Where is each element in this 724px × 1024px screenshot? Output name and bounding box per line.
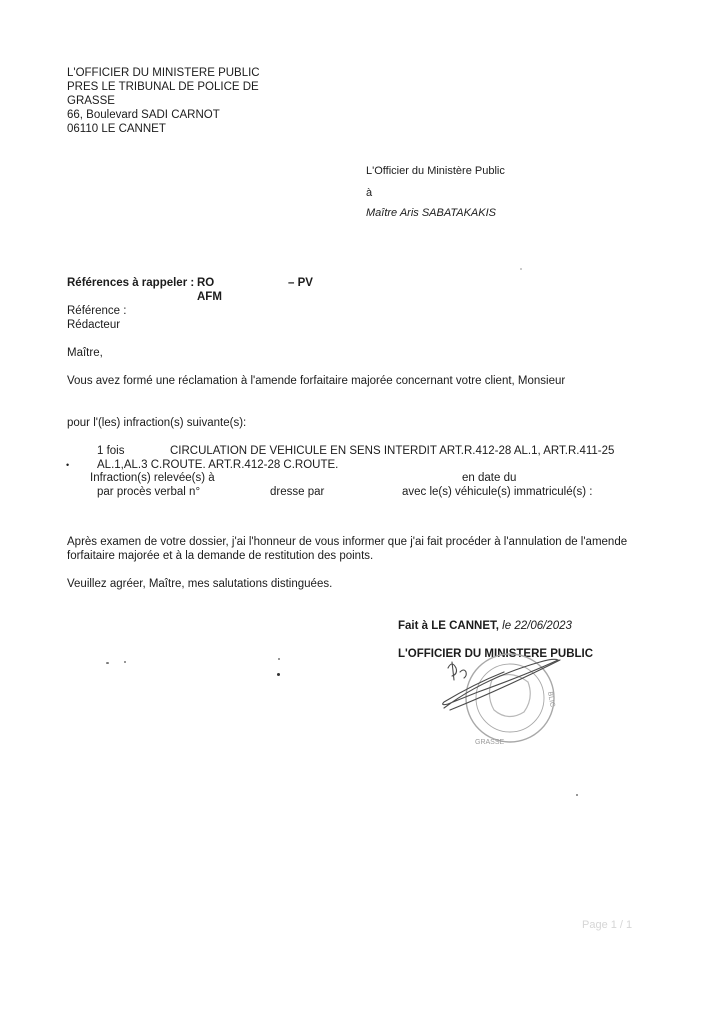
- recipient-name: Maître Aris SABATAKAKIS: [366, 207, 496, 219]
- scan-speck: [124, 661, 126, 663]
- sender-line: 06110 LE CANNET: [67, 123, 166, 135]
- recipient-to-word: à: [366, 187, 373, 199]
- sender-line: L'OFFICIER DU MINISTERE PUBLIC: [67, 67, 260, 79]
- stamp-text: GRASSE: [475, 739, 505, 746]
- intro-paragraph: Vous avez formé une réclamation à l'amende forfaitaire majorée concernant votre client, Monsieur: [67, 375, 566, 387]
- redacteur-label: Rédacteur: [67, 319, 121, 331]
- salutation: Maître,: [67, 347, 103, 359]
- page-number: Page 1 / 1: [582, 919, 633, 931]
- signature-title: L'OFFICIER DU MINISTERE PUBLIC: [398, 648, 594, 660]
- reference-pv: – PV: [288, 277, 313, 289]
- reference-label: Référence :: [67, 305, 127, 317]
- handwritten-signature: [436, 652, 596, 722]
- signature-place-date: [398, 619, 572, 633]
- references-label: Références à rappeler :: [67, 277, 195, 289]
- en-date-du-label: en date du: [462, 472, 517, 484]
- dresse-par-label: dresse par: [270, 486, 325, 498]
- scan-speck: [576, 794, 578, 796]
- closing-formula: Veuillez agréer, Maître, mes salutations distinguées.: [67, 578, 333, 590]
- scan-speck: [277, 673, 280, 676]
- scan-speck: [520, 268, 522, 270]
- decision-paragraph-line: forfaitaire majorée et à la demande de restitution des points.: [67, 550, 374, 562]
- infraction-description-cont: AL.1,AL.3 C.ROUTE. ART.R.412-28 C.ROUTE.: [97, 459, 339, 471]
- infraction-count: 1 fois: [97, 445, 125, 457]
- reference-ro: RO: [197, 277, 215, 289]
- bullet: •: [66, 460, 70, 470]
- scan-speck: [278, 658, 280, 660]
- sender-address: [67, 66, 260, 136]
- vehicule-label: avec le(s) véhicule(s) immatriculé(s) :: [402, 486, 593, 498]
- scan-speck: [106, 662, 109, 664]
- sender-line: PRES LE TRIBUNAL DE POLICE DE: [67, 81, 259, 93]
- sender-line: 66, Boulevard SADI CARNOT: [67, 109, 220, 121]
- decision-paragraph-line: Après examen de votre dossier, j'ai l'honneur de vous informer que j'ai fait procéder à l'annulation de l'amende: [67, 536, 628, 548]
- proces-verbal-label: par procès verbal n°: [97, 486, 201, 498]
- infraction-releve-label: Infraction(s) relevée(s) à: [90, 472, 215, 484]
- signature-place: Fait à LE CANNET,: [398, 620, 499, 632]
- recipient-from: L'Officier du Ministère Public: [366, 165, 505, 177]
- svg-text:BLIC: BLIC: [546, 691, 556, 708]
- signature-date-prefix: le: [502, 620, 512, 632]
- infraction-description: CIRCULATION DE VEHICULE EN SENS INTERDIT ART.R.412-28 AL.1, ART.R.411-25: [170, 445, 615, 457]
- reference-afm: AFM: [197, 291, 222, 303]
- infractions-heading: pour l'(les) infraction(s) suivante(s):: [67, 417, 247, 429]
- sender-line: GRASSE: [67, 95, 115, 107]
- signature-date: 22/06/2023: [514, 620, 572, 632]
